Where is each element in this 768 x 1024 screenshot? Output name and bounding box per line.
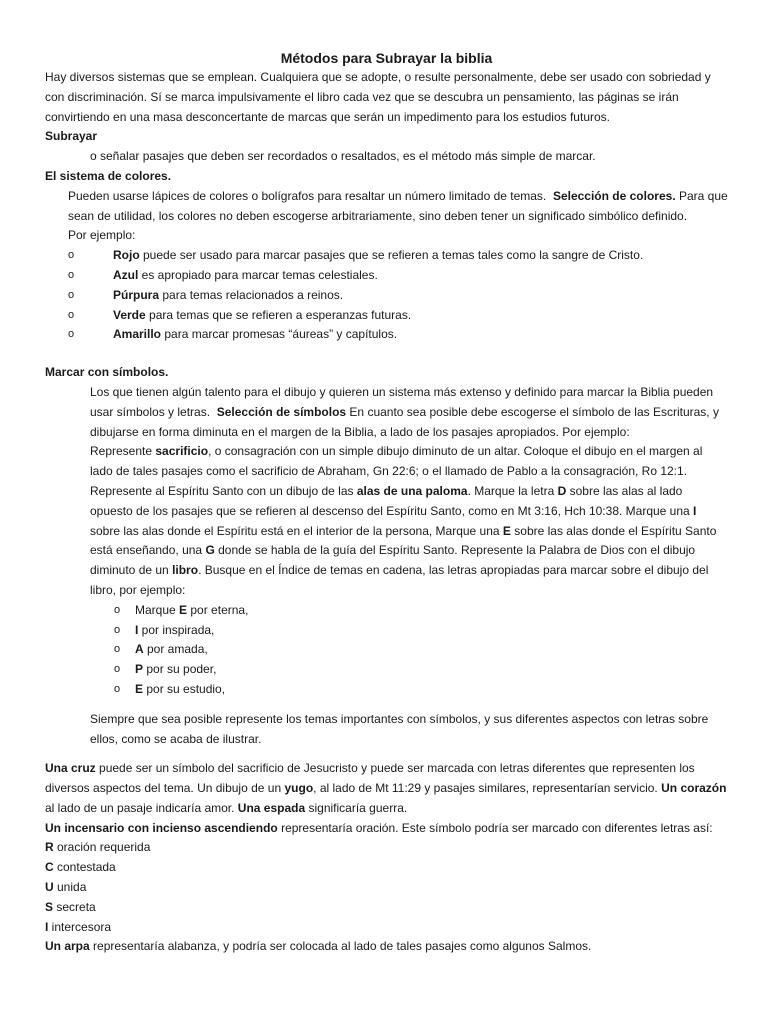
bold-run: Un incensario con incienso ascendiendo: [45, 820, 278, 835]
oracion-letter-line: [45, 838, 728, 858]
text-run: sobre las alas al lado opuesto de los pasajes que se refieren al descenso del Espíritu Santo, como en Mt 3:16, Hch 10:38. Marque una: [90, 483, 694, 518]
bullet-marker: o: [68, 328, 75, 341]
text-run: significaría guerra.: [305, 800, 408, 815]
list-item: [68, 286, 728, 306]
bold-run: I: [693, 503, 697, 518]
list-item: [68, 246, 728, 266]
incensario-paragraph: [45, 819, 728, 839]
oracion-letter-line: [45, 858, 728, 878]
simbolos-text-rest: En cuanto sea posible debe escogerse el símbolo de las Escrituras, y dibujarse en forma diminuta en el margen de la Biblia, a lado de los pasajes apropiados. Por ejemplo:: [90, 404, 719, 439]
bullet-marker: o: [114, 682, 121, 695]
bullet-marker: o: [68, 249, 75, 262]
simbolos-paragraph-1: [90, 383, 728, 442]
spacer: [45, 700, 728, 710]
bullet-marker: o: [68, 308, 75, 321]
color-name: Azul: [113, 267, 139, 282]
list-item: [68, 266, 728, 286]
colores-heading: El sistema de colores.: [45, 168, 172, 183]
text-run: representaría alabanza, y podría ser colocada al lado de tales pasajes como algunos Salmos.: [89, 939, 592, 954]
text-run: al lado de un pasaje indicaría amor.: [45, 800, 238, 815]
spacer: [45, 749, 728, 759]
text-run: representaría oración. Este símbolo podría ser marcado con diferentes letras así:: [277, 820, 713, 835]
list-item: [90, 601, 728, 621]
text-run: sobre las alas donde el Espíritu Santo está enseñando, una: [90, 523, 717, 558]
color-desc: es apropiado para marcar temas celestiales.: [138, 267, 378, 282]
color-name: Verde: [113, 307, 146, 322]
list-item: [90, 660, 728, 680]
color-desc: puede ser usado para marcar pasajes que se refieren a temas tales como la sangre de Cristo.: [139, 248, 644, 263]
subrayar-text: o señalar pasajes que deben ser recordados o resaltados, es el método más simple de marcar.: [90, 149, 596, 164]
colores-text-rest: Para que sean de utilidad, los colores no deben escogerse arbitrariamente, sino deben tener un significado simbólico definido.: [68, 188, 728, 223]
text-run: . Busque en el Índice de temas en cadena, las letras apropiadas para marcar sobre el dibujo del libro, por ejemplo:: [90, 563, 709, 597]
text-run: Represente: [90, 444, 156, 459]
bold-run: Una espada: [237, 800, 306, 815]
text-run: , o consagración con un simple dibujo diminuto de un altar. Coloque el dibujo en el margen al lado de tales pasajes como el sacrificio de Abraham, Gn 22:6; o el llamado de Pablo a la consagración, Ro 12:1. Represente al Espíritu Santo con un dibujo de las: [90, 444, 703, 498]
bold-run: alas de una paloma: [356, 483, 468, 498]
letter-meaning: intercesora: [48, 919, 112, 934]
letter: I: [135, 622, 139, 637]
bold-run: Un corazón: [661, 781, 727, 796]
simbolos-selection-label: Selección de símbolos: [216, 404, 347, 419]
bold-run: sacrificio: [155, 444, 209, 459]
bullet-marker: o: [68, 268, 75, 281]
letter: E: [135, 681, 144, 696]
list-item: [90, 640, 728, 660]
letter: S: [45, 899, 54, 914]
list-item: [68, 325, 728, 345]
letter-meaning: secreta: [53, 899, 96, 914]
text-run: puede ser un símbolo del sacrificio de Jesucristo y puede ser marcada con letras diferentes que representen los diversos aspectos del tema. Un dibujo de un: [45, 761, 695, 796]
letter: C: [45, 860, 54, 875]
simbolos-text: Los que tienen algún talento para el dibujo y quieren un sistema más extenso y definido para marcar la Biblia pueden usar símbolos y letras.: [90, 384, 714, 419]
bold-run: D: [557, 483, 567, 498]
cruz-paragraph: [45, 759, 728, 818]
color-desc: para temas relacionados a reinos.: [159, 287, 344, 302]
oracion-letter-line: [45, 898, 728, 918]
simbolos-heading: Marcar con símbolos.: [45, 365, 169, 380]
letter: R: [45, 840, 54, 855]
oracion-letter-line: [45, 918, 728, 938]
bold-run: Un arpa: [45, 939, 90, 954]
letter: E: [179, 602, 188, 617]
text-run: donde se habla de la guía del Espíritu Santo. Represente la Palabra de Dios con el dibujo diminuto de un: [90, 543, 696, 578]
letter-meaning: por su poder,: [143, 662, 217, 677]
bold-run: libro: [172, 563, 199, 578]
bold-run: E: [502, 523, 511, 538]
spacer: [45, 345, 728, 363]
colores-text: Pueden usarse lápices de colores o bolígrafos para resaltar un número limitado de temas.: [68, 188, 547, 203]
list-item: [90, 680, 728, 700]
letter-meaning: unida: [53, 880, 87, 895]
simbolos-paragraph-2: [90, 442, 728, 600]
color-desc: para temas que se refieren a esperanzas futuras.: [145, 307, 412, 322]
colores-example-label: Por ejemplo:: [68, 228, 136, 243]
bullet-marker: o: [114, 643, 121, 656]
bold-run: Una cruz: [45, 761, 96, 776]
simbolos-closing: Siempre que sea posible represente los temas importantes con símbolos, y sus diferentes aspectos con letras sobre ellos, como se acaba de ilustrar.: [90, 711, 709, 746]
letter-meaning: por eterna,: [187, 602, 249, 617]
page-title: Métodos para Subrayar la biblia: [280, 50, 493, 66]
letter: U: [45, 880, 54, 895]
letter-meaning: contestada: [53, 860, 116, 875]
colores-selection-label: Selección de colores.: [552, 188, 676, 203]
letter: P: [135, 662, 144, 677]
color-name: Púrpura: [113, 287, 160, 302]
bullet-marker: o: [114, 603, 121, 616]
intro-paragraph: Hay diversos sistemas que se emplean. Cualquiera que se adopte, o resulte personalmente, debe ser usado con sobriedad y con discriminación. Sí se marca impulsivamente el libro cada vez que se descubra un pensamiento, las páginas se irán convirtiendo en una masa desconcertante de marcas que serán un impedimento para los estudios futuros.: [45, 70, 711, 124]
bold-run: yugo: [284, 781, 314, 796]
colores-list: [45, 246, 728, 345]
list-item: [90, 621, 728, 641]
bold-run: G: [205, 543, 215, 558]
bullet-marker: o: [68, 288, 75, 301]
letter-meaning: oración requerida: [53, 840, 151, 855]
color-name: Amarillo: [113, 327, 162, 342]
letter: I: [45, 919, 49, 934]
list-item: [68, 306, 728, 326]
text-run: sobre las alas donde el Espíritu está en el interior de la persona, Marque una: [90, 523, 503, 538]
oracion-letter-line: [45, 878, 728, 898]
letter: A: [135, 642, 144, 657]
letter-meaning: por inspirada,: [138, 622, 215, 637]
arpa-paragraph: [45, 937, 728, 957]
bullet-marker: o: [114, 663, 121, 676]
letter-meaning: por su estudio,: [143, 681, 226, 696]
letter-prefix: Marque: [135, 602, 180, 617]
text-run: . Marque la letra: [467, 483, 558, 498]
color-desc: para marcar promesas “áureas” y capítulos.: [161, 327, 398, 342]
subrayar-heading: Subrayar: [45, 129, 98, 144]
text-run: , al lado de Mt 11:29 y pasajes similares, representarían servicio.: [313, 781, 662, 796]
color-name: Rojo: [113, 248, 140, 263]
colores-paragraph: [68, 187, 728, 227]
bullet-marker: o: [114, 623, 121, 636]
letter-meaning: por amada,: [143, 642, 208, 657]
letters-list: [45, 601, 728, 700]
